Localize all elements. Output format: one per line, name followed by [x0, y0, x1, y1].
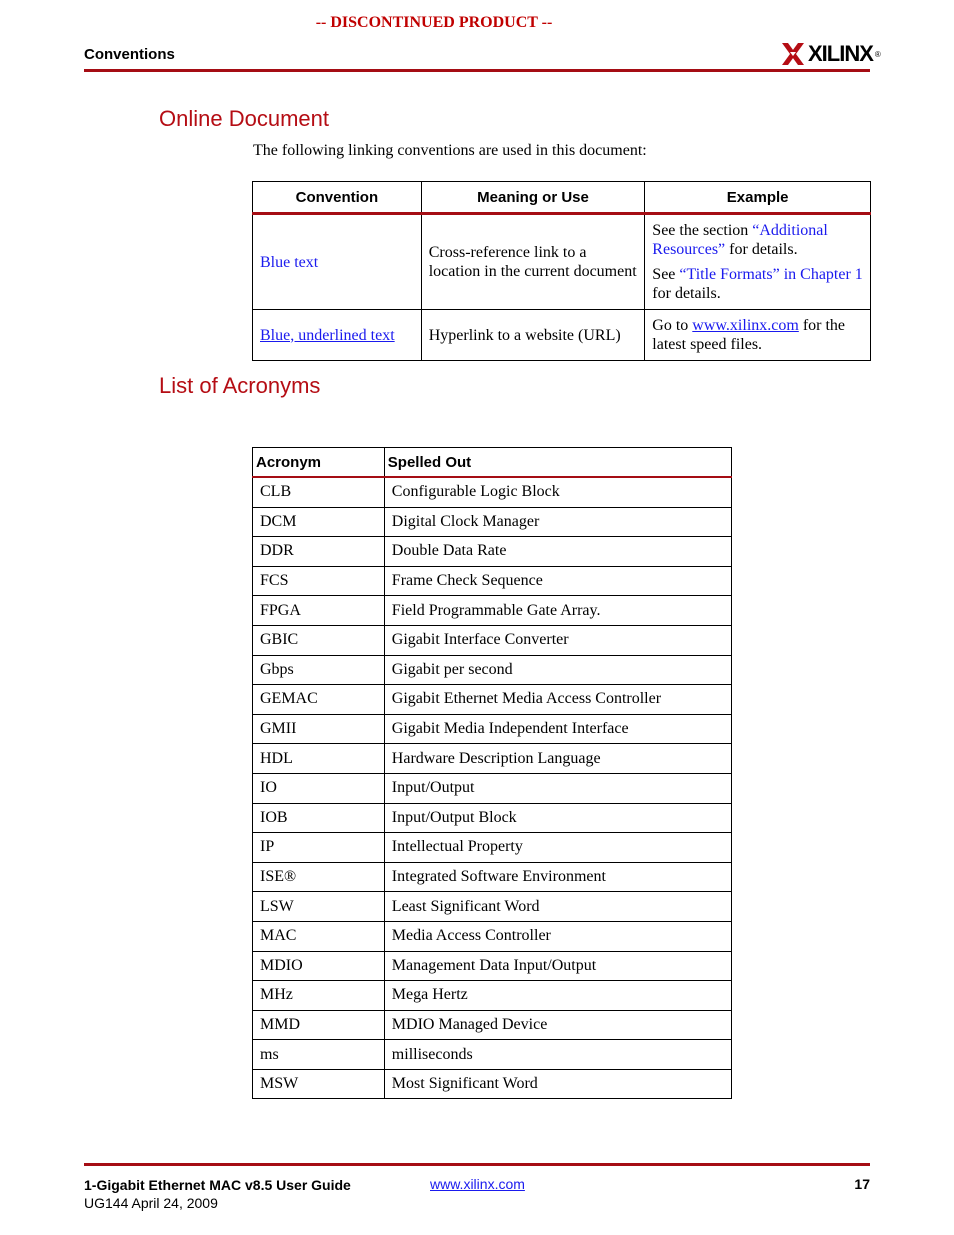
table-row — [253, 921, 732, 951]
table-row — [253, 477, 732, 507]
guide-title: 1-Gigabit Ethernet MAC v8.5 User Guide — [84, 1177, 351, 1193]
header-rule — [84, 69, 870, 72]
spelled-out-cell: Gigabit Media Independent Interface — [384, 714, 731, 744]
spelled-out-cell: Hardware Description Language — [384, 744, 731, 774]
column-header: Convention — [253, 182, 422, 214]
acronym-cell: MSW — [253, 1069, 385, 1099]
acronym-cell: MHz — [253, 981, 385, 1011]
document-id: UG144 April 24, 2009 — [84, 1195, 218, 1211]
footer-left — [84, 1176, 351, 1212]
acronym-cell: FCS — [253, 566, 385, 596]
convention-cell — [253, 214, 422, 310]
spelled-out-cell: Configurable Logic Block — [384, 477, 731, 507]
logo-registered-mark: ® — [874, 49, 881, 59]
conventions-header-row — [253, 182, 871, 214]
blue-text-sample: Blue text — [260, 253, 319, 271]
table-row — [253, 1010, 732, 1040]
acronyms-heading: List of Acronyms — [159, 373, 321, 398]
acronym-cell: IO — [253, 773, 385, 803]
acronym-cell: IOB — [253, 803, 385, 833]
column-header: Acronym — [253, 448, 385, 478]
table-row — [253, 773, 732, 803]
acronym-cell: IP — [253, 833, 385, 863]
table-row — [253, 951, 732, 981]
table-row — [253, 892, 732, 922]
conventions-table — [252, 181, 871, 361]
example-text: for details. — [652, 285, 721, 302]
spelled-out-cell: Gigabit Ethernet Media Access Controller — [384, 685, 731, 715]
acronym-cell: MAC — [253, 921, 385, 951]
example-text: See — [652, 266, 680, 283]
spelled-out-cell: Gigabit Interface Converter — [384, 625, 731, 655]
cross-reference-link[interactable]: “Additional Resources” — [652, 222, 828, 258]
cross-reference-link[interactable]: “Title Formats” in Chapter 1 — [679, 266, 863, 283]
acronym-cell: GMII — [253, 714, 385, 744]
acronym-cell: HDL — [253, 744, 385, 774]
table-row — [253, 655, 732, 685]
table-row — [253, 596, 732, 626]
footer-website-link[interactable]: www.xilinx.com — [430, 1176, 525, 1192]
acronym-cell: ISE® — [253, 862, 385, 892]
example-text: for the latest speed files. — [652, 317, 846, 353]
example-cell — [645, 214, 871, 310]
acronym-cell: LSW — [253, 892, 385, 922]
spelled-out-cell: Most Significant Word — [384, 1069, 731, 1099]
acronyms-table — [252, 447, 732, 1099]
spelled-out-cell: Mega Hertz — [384, 981, 731, 1011]
logo-wordmark: XILINX — [808, 41, 873, 66]
table-row — [253, 537, 732, 567]
example-cell — [645, 310, 871, 361]
spelled-out-cell: Frame Check Sequence — [384, 566, 731, 596]
table-row — [253, 744, 732, 774]
table-row — [253, 625, 732, 655]
spelled-out-cell: Intellectual Property — [384, 833, 731, 863]
spelled-out-cell: Digital Clock Manager — [384, 507, 731, 537]
spelled-out-cell: Management Data Input/Output — [384, 951, 731, 981]
column-header: Example — [645, 182, 871, 214]
table-row — [253, 1069, 732, 1099]
spelled-out-cell: Double Data Rate — [384, 537, 731, 567]
acronym-cell: FPGA — [253, 596, 385, 626]
acronym-cell: ms — [253, 1040, 385, 1070]
acronyms-header-row — [253, 448, 732, 478]
table-row — [253, 714, 732, 744]
table-row — [253, 1040, 732, 1070]
xilinx-url-link[interactable]: www.xilinx.com — [692, 317, 799, 334]
section-header: Conventions — [84, 46, 175, 63]
spelled-out-cell: Media Access Controller — [384, 921, 731, 951]
xilinx-x-icon — [780, 41, 806, 67]
acronym-cell: MDIO — [253, 951, 385, 981]
acronym-cell: GEMAC — [253, 685, 385, 715]
table-row — [253, 833, 732, 863]
spelled-out-cell: Field Programmable Gate Array. — [384, 596, 731, 626]
meaning-cell: Hyperlink to a website (URL) — [421, 310, 645, 361]
acronym-cell: DCM — [253, 507, 385, 537]
table-row — [253, 310, 871, 361]
acronym-cell: GBIC — [253, 625, 385, 655]
spelled-out-cell: Input/Output — [384, 773, 731, 803]
example-text: See the section — [652, 222, 753, 239]
spelled-out-cell: Integrated Software Environment — [384, 862, 731, 892]
convention-cell — [253, 310, 422, 361]
table-row — [253, 507, 732, 537]
table-row — [253, 862, 732, 892]
example-text: Go to — [652, 317, 693, 334]
spelled-out-cell: milliseconds — [384, 1040, 731, 1070]
page-number: 17 — [854, 1176, 870, 1192]
online-document-intro: The following linking conventions are used in this document: — [253, 142, 647, 159]
acronym-cell: CLB — [253, 477, 385, 507]
discontinued-notice: -- DISCONTINUED PRODUCT -- — [315, 14, 553, 31]
table-row — [253, 803, 732, 833]
example-text: for details. — [725, 241, 798, 258]
table-row — [253, 981, 732, 1011]
table-row — [253, 685, 732, 715]
xilinx-logo — [780, 40, 881, 68]
footer-rule — [84, 1163, 870, 1166]
spelled-out-cell: Input/Output Block — [384, 803, 731, 833]
column-header: Meaning or Use — [421, 182, 645, 214]
meaning-cell: Cross-reference link to a location in the current document — [421, 214, 645, 310]
acronym-cell: MMD — [253, 1010, 385, 1040]
spelled-out-cell: Least Significant Word — [384, 892, 731, 922]
table-row — [253, 214, 871, 310]
online-document-heading: Online Document — [159, 106, 329, 131]
spelled-out-cell: MDIO Managed Device — [384, 1010, 731, 1040]
acronym-cell: Gbps — [253, 655, 385, 685]
spelled-out-cell: Gigabit per second — [384, 655, 731, 685]
acronym-cell: DDR — [253, 537, 385, 567]
column-header: Spelled Out — [384, 448, 731, 478]
blue-underlined-text-sample: Blue, underlined text — [260, 326, 395, 344]
table-row — [253, 566, 732, 596]
